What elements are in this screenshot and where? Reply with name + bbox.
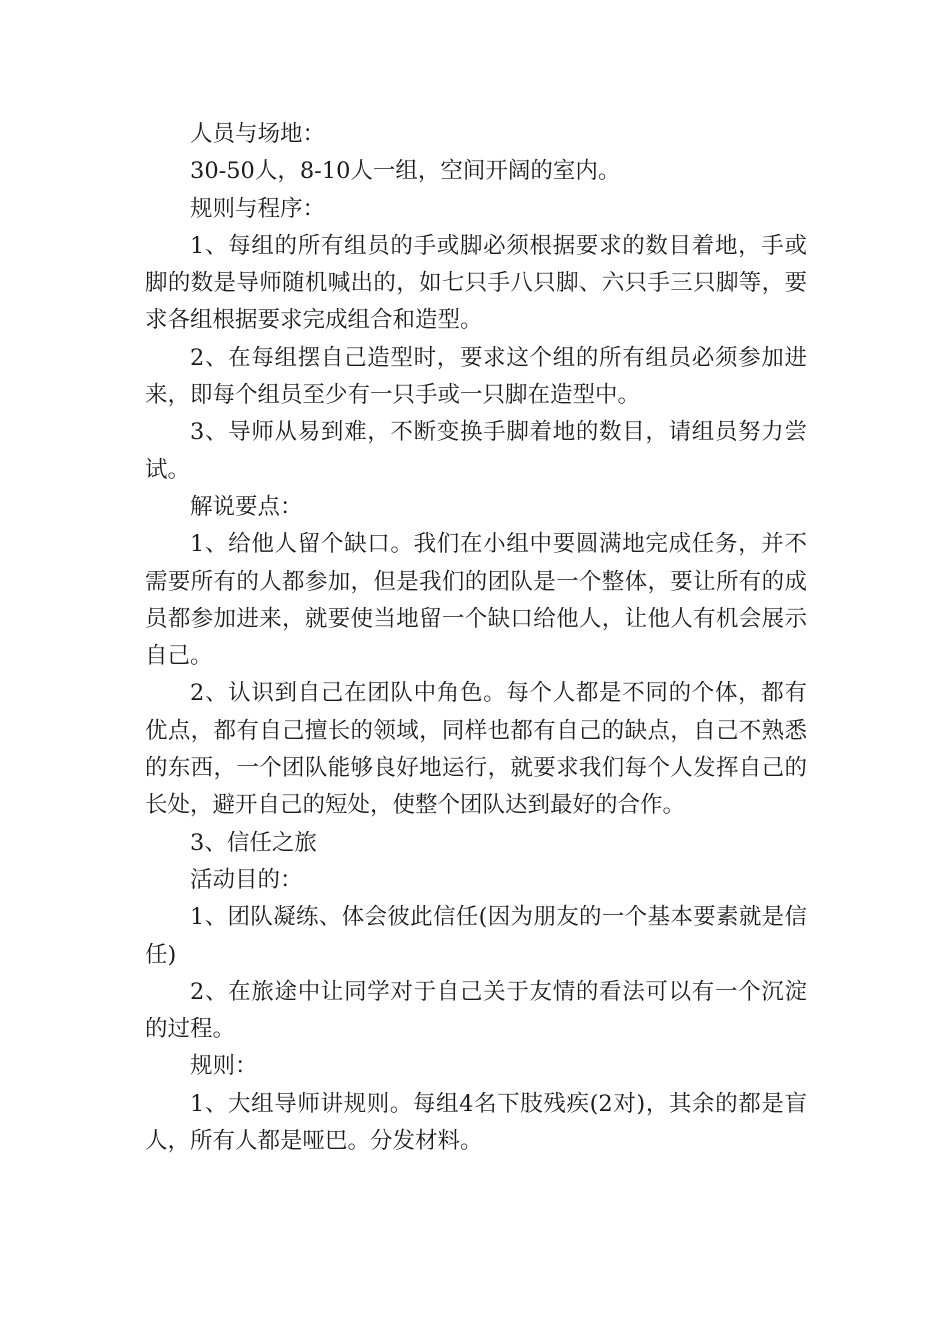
paragraph-activity-purpose-heading: 活动目的： [190,866,303,893]
paragraph-rule-3: 3、导师从易到难，不断变换手脚着地的数目，请组员努力尝试。 [145,419,807,483]
paragraph-rule-1: 1、每组的所有组员的手或脚必须根据要求的数目着地，手或脚的数是导师随机喊出的，如七只手八只脚、六只手三只脚等，要求各组根据要求完成组合和造型。 [145,232,807,334]
paragraph-personnel-venue: 30-50人，8-10人一组，空间开阔的室内。 [190,158,621,185]
paragraph-rules-procedure-heading: 规则与程序： [190,195,326,222]
document-body [145,116,807,1160]
paragraph-purpose-1: 1、团队凝练、体会彼此信任(因为朋友的一个基本要素就是信任) [145,904,807,968]
paragraph-key-points-heading: 解说要点： [190,493,303,520]
paragraph-trust-rule-1: 1、大组导师讲规则。每组4名下肢残疾(2对)，其余的都是盲人，所有人都是哑巴。分发材料。 [145,1090,807,1155]
paragraph-personnel-venue-heading: 人员与场地： [190,121,326,147]
paragraph-trust-journey-heading: 3、信任之旅 [190,829,317,856]
paragraph-rule-2: 2、在每组摆自己造型时，要求这个组的所有组员必须参加进来，即每个组员至少有一只手或一只脚在造型中。 [145,344,807,409]
paragraph-purpose-2: 2、在旅途中让同学对于自己关于友情的看法可以有一个沉淀的过程。 [145,978,807,1043]
paragraph-rules-heading: 规则： [190,1053,258,1080]
paragraph-key-point-1: 1、给他人留个缺口。我们在小组中要圆满地完成任务，并不需要所有的人都参加，但是我们的团队是一个整体，要让所有的成员都参加进来，就要使当地留一个缺口给他人，让他人有机会展示自己。 [145,531,807,670]
paragraph-key-point-2: 2、认识到自己在团队中角色。每个人都是不同的个体，都有优点，都有自己擅长的领域，同样也都有自己的缺点，自己不熟悉的东西，一个团队能够良好地运行，就要求我们每个人发挥自己的长处，避开自己的短处，使整个团队达到最好的合作。 [145,680,807,819]
